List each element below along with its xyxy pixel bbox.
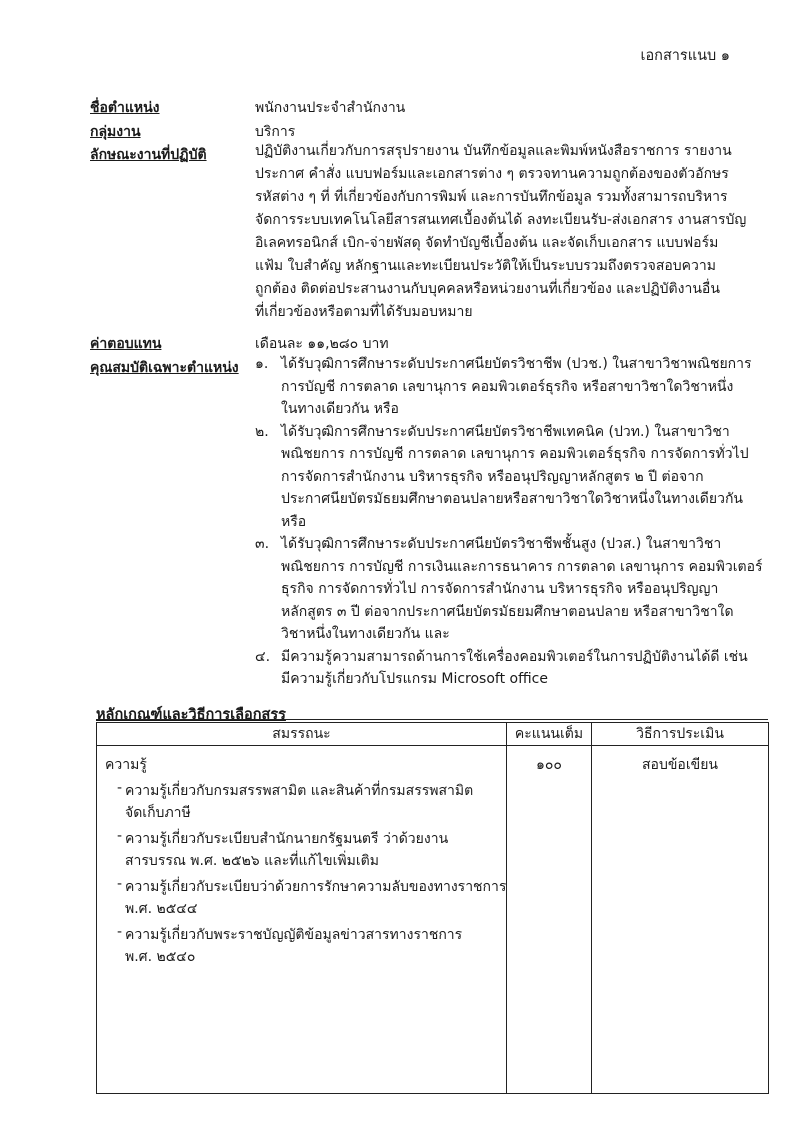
qualification-line: หลักสูตร ๓ ปี ต่อจากประกาศนียบัตรมัธยมศึกษาตอนปลาย หรือสาขาวิชาใด [281, 603, 734, 620]
full-score-cell [507, 746, 592, 1094]
list-item: - ความรู้เกี่ยวกับพระราชบัญญัติข้อมูลข่าวสารทางราชการ พ.ศ. ๒๕๔๐ [105, 924, 498, 968]
position-title-label: ชื่อตำแหน่ง [90, 100, 160, 116]
knowledge-line: สารบรรณ พ.ศ. ๒๕๒๖ และที่แก้ไขเพิ่มเติม [125, 853, 379, 869]
knowledge-line: ความรู้เกี่ยวกับระเบียบสำนักนายกรัฐมนตรี ว่าด้วยงาน [125, 831, 449, 847]
list-item: - ความรู้เกี่ยวกับกรมสรรพสามิต และสินค้าที่กรมสรรพสามิต จัดเก็บภาษี [105, 780, 498, 824]
list-item: - ความรู้เกี่ยวกับระเบียบสำนักนายกรัฐมนตรี ว่าด้วยงาน สารบรรณ พ.ศ. ๒๕๒๖ และที่แก้ไขเพิ่มเติม [105, 828, 498, 872]
qualification-line: มีความรู้เกี่ยวกับโปรแกรม Microsoft office [281, 671, 548, 687]
compensation-value: เดือนละ ๑๑,๒๘๐ บาท [255, 336, 389, 352]
qualification-line: ได้รับวุฒิการศึกษาระดับประกาศนียบัตรวิชาชีพเทคนิค (ปวท.) ในสาขาวิชา [281, 423, 730, 440]
position-title-value: พนักงานประจำสำนักงาน [255, 100, 406, 116]
qualification-line: วิชาหนึ่งในทางเดียวกัน และ [281, 626, 450, 642]
criteria-table [96, 722, 769, 1094]
duties-line: ที่เกี่ยวข้องหรือตามที่ได้รับมอบหมาย [255, 304, 473, 320]
table-row [97, 746, 769, 1094]
full-score-value: ๑๐๐ [536, 757, 562, 773]
qualification-number: ๔. [255, 648, 271, 665]
qualification-line: ได้รับวุฒิการศึกษาระดับประกาศนียบัตรวิชาชีพชั้นสูง (ปวส.) ในสาขาวิชา [281, 536, 722, 552]
qualification-number: ๑. [255, 356, 269, 372]
qualification-line: ธุรกิจ การจัดการทั่วไป การจัดการสำนักงาน บริหารธุรกิจ หรืออนุปริญญา [281, 581, 719, 597]
qualification-line: หรือ [281, 513, 307, 530]
column-header-full-score: คะแนนเต็ม [507, 723, 592, 746]
job-group-value: บริการ [255, 124, 296, 140]
knowledge-line: ความรู้เกี่ยวกับกรมสรรพสามิต และสินค้าที่กรมสรรพสามิต [125, 783, 474, 799]
attachment-label: เอกสารแนบ ๑ [640, 48, 730, 64]
knowledge-line: ความรู้เกี่ยวกับระเบียบว่าด้วยการรักษาความลับของทางราชการ [125, 879, 507, 895]
section-divider [96, 719, 768, 720]
qualification-line: ได้รับวุฒิการศึกษาระดับประกาศนียบัตรวิชาชีพ (ปวช.) ในสาขาวิชาพณิชยการ [281, 356, 752, 372]
duties-line: ปฏิบัติงานเกี่ยวกับการสรุปรายงาน บันทึกข้อมูลและพิมพ์หนังสือราชการ รายงาน [255, 143, 732, 159]
duties-line: ประกาศ คำสั่ง แบบฟอร์มและเอกสารต่าง ๆ ตรวจทานความถูกต้องของตัวอักษร [255, 166, 729, 182]
qualification-item [255, 533, 775, 646]
knowledge-line: ความรู้เกี่ยวกับพระราชบัญญัติข้อมูลข่าวสารทางราชการ [125, 927, 463, 943]
duties-line: แฟ้ม ใบสำคัญ หลักฐานและทะเบียนประวัติให้เป็นระบบรวมถึงตรวจสอบความ [255, 258, 716, 274]
knowledge-line: พ.ศ. ๒๕๔๔ [125, 901, 198, 917]
qualification-item [255, 646, 775, 691]
table-header-row [97, 723, 769, 746]
column-header-method: วิธีการประเมิน [592, 723, 769, 746]
qualifications-list [255, 353, 775, 691]
duties-label: ลักษณะงานที่ปฏิบัติ [90, 147, 207, 163]
duties-line: อิเลคทรอนิกส์ เบิก-จ่ายพัสดุ จัดทำบัญชีเบื้องต้น และจัดเก็บเอกสาร แบบฟอร์ม [255, 235, 719, 251]
duties-line: จัดการระบบเทคโนโลยีสารสนเทศเบื้องต้นได้ ลงทะเบียนรับ-ส่งเอกสาร งานสารบัญ [255, 212, 747, 228]
method-cell [592, 746, 769, 1094]
assessment-method-value: สอบข้อเขียน [642, 757, 718, 773]
qualifications-label: คุณสมบัติเฉพาะตำแหน่ง [90, 360, 239, 376]
qualification-item [255, 353, 775, 421]
compensation-label: ค่าตอบแทน [90, 336, 162, 352]
qualification-line: ในทางเดียวกัน หรือ [281, 401, 399, 417]
duties-line: รหัสต่าง ๆ ที่ ที่เกี่ยวข้องกับการพิมพ์ และการบันทึกข้อมูล รวมทั้งสามารถบริหาร [255, 189, 728, 205]
qualification-number: ๓. [255, 536, 270, 552]
selection-criteria-title: หลักเกณฑ์และวิธีการเลือกสรร [96, 707, 286, 723]
qualification-line: พณิชยการ การบัญชี การเงินและการธนาคาร การตลาด เลขานุการ คอมพิวเตอร์ [281, 558, 763, 575]
duties-paragraph [255, 140, 770, 324]
qualification-line: มีความรู้ความสามารถด้านการใช้เครื่องคอมพิวเตอร์ในการปฏิบัติงานได้ดี เช่น [281, 648, 748, 665]
knowledge-line: พ.ศ. ๒๕๔๐ [125, 949, 196, 965]
qualification-line: การจัดการสำนักงาน บริหารธุรกิจ หรืออนุปริญญาหลักสูตร ๒ ปี ต่อจาก [281, 468, 704, 485]
qualification-line: พณิชยการ การบัญชี การตลาด เลขานุการ คอมพิวเตอร์ธุรกิจ การจัดการทั่วไป [281, 446, 749, 462]
job-group-label: กลุ่มงาน [90, 124, 141, 140]
knowledge-heading: ความรู้ [105, 757, 147, 773]
qualification-number: ๒. [255, 423, 269, 440]
list-item: - ความรู้เกี่ยวกับระเบียบว่าด้วยการรักษาความลับของทางราชการ พ.ศ. ๒๕๔๔ [105, 876, 498, 920]
qualification-line: ประกาศนียบัตรมัธยมศึกษาตอนปลายหรือสาขาวิชาใดวิชาหนึ่งในทางเดียวกัน [281, 491, 744, 507]
duties-line: ถูกต้อง ติดต่อประสานงานกับบุคคลหรือหน่วยงานที่เกี่ยวข้อง และปฏิบัติงานอื่น [255, 281, 720, 297]
qualification-line: การบัญชี การตลาด เลขานุการ คอมพิวเตอร์ธุรกิจ หรือสาขาวิชาใดวิชาหนึ่ง [281, 378, 734, 395]
qualification-item [255, 421, 775, 534]
column-header-competency: สมรรถนะ [97, 723, 507, 746]
knowledge-line: จัดเก็บภาษี [125, 805, 191, 821]
competency-cell [97, 746, 507, 1094]
